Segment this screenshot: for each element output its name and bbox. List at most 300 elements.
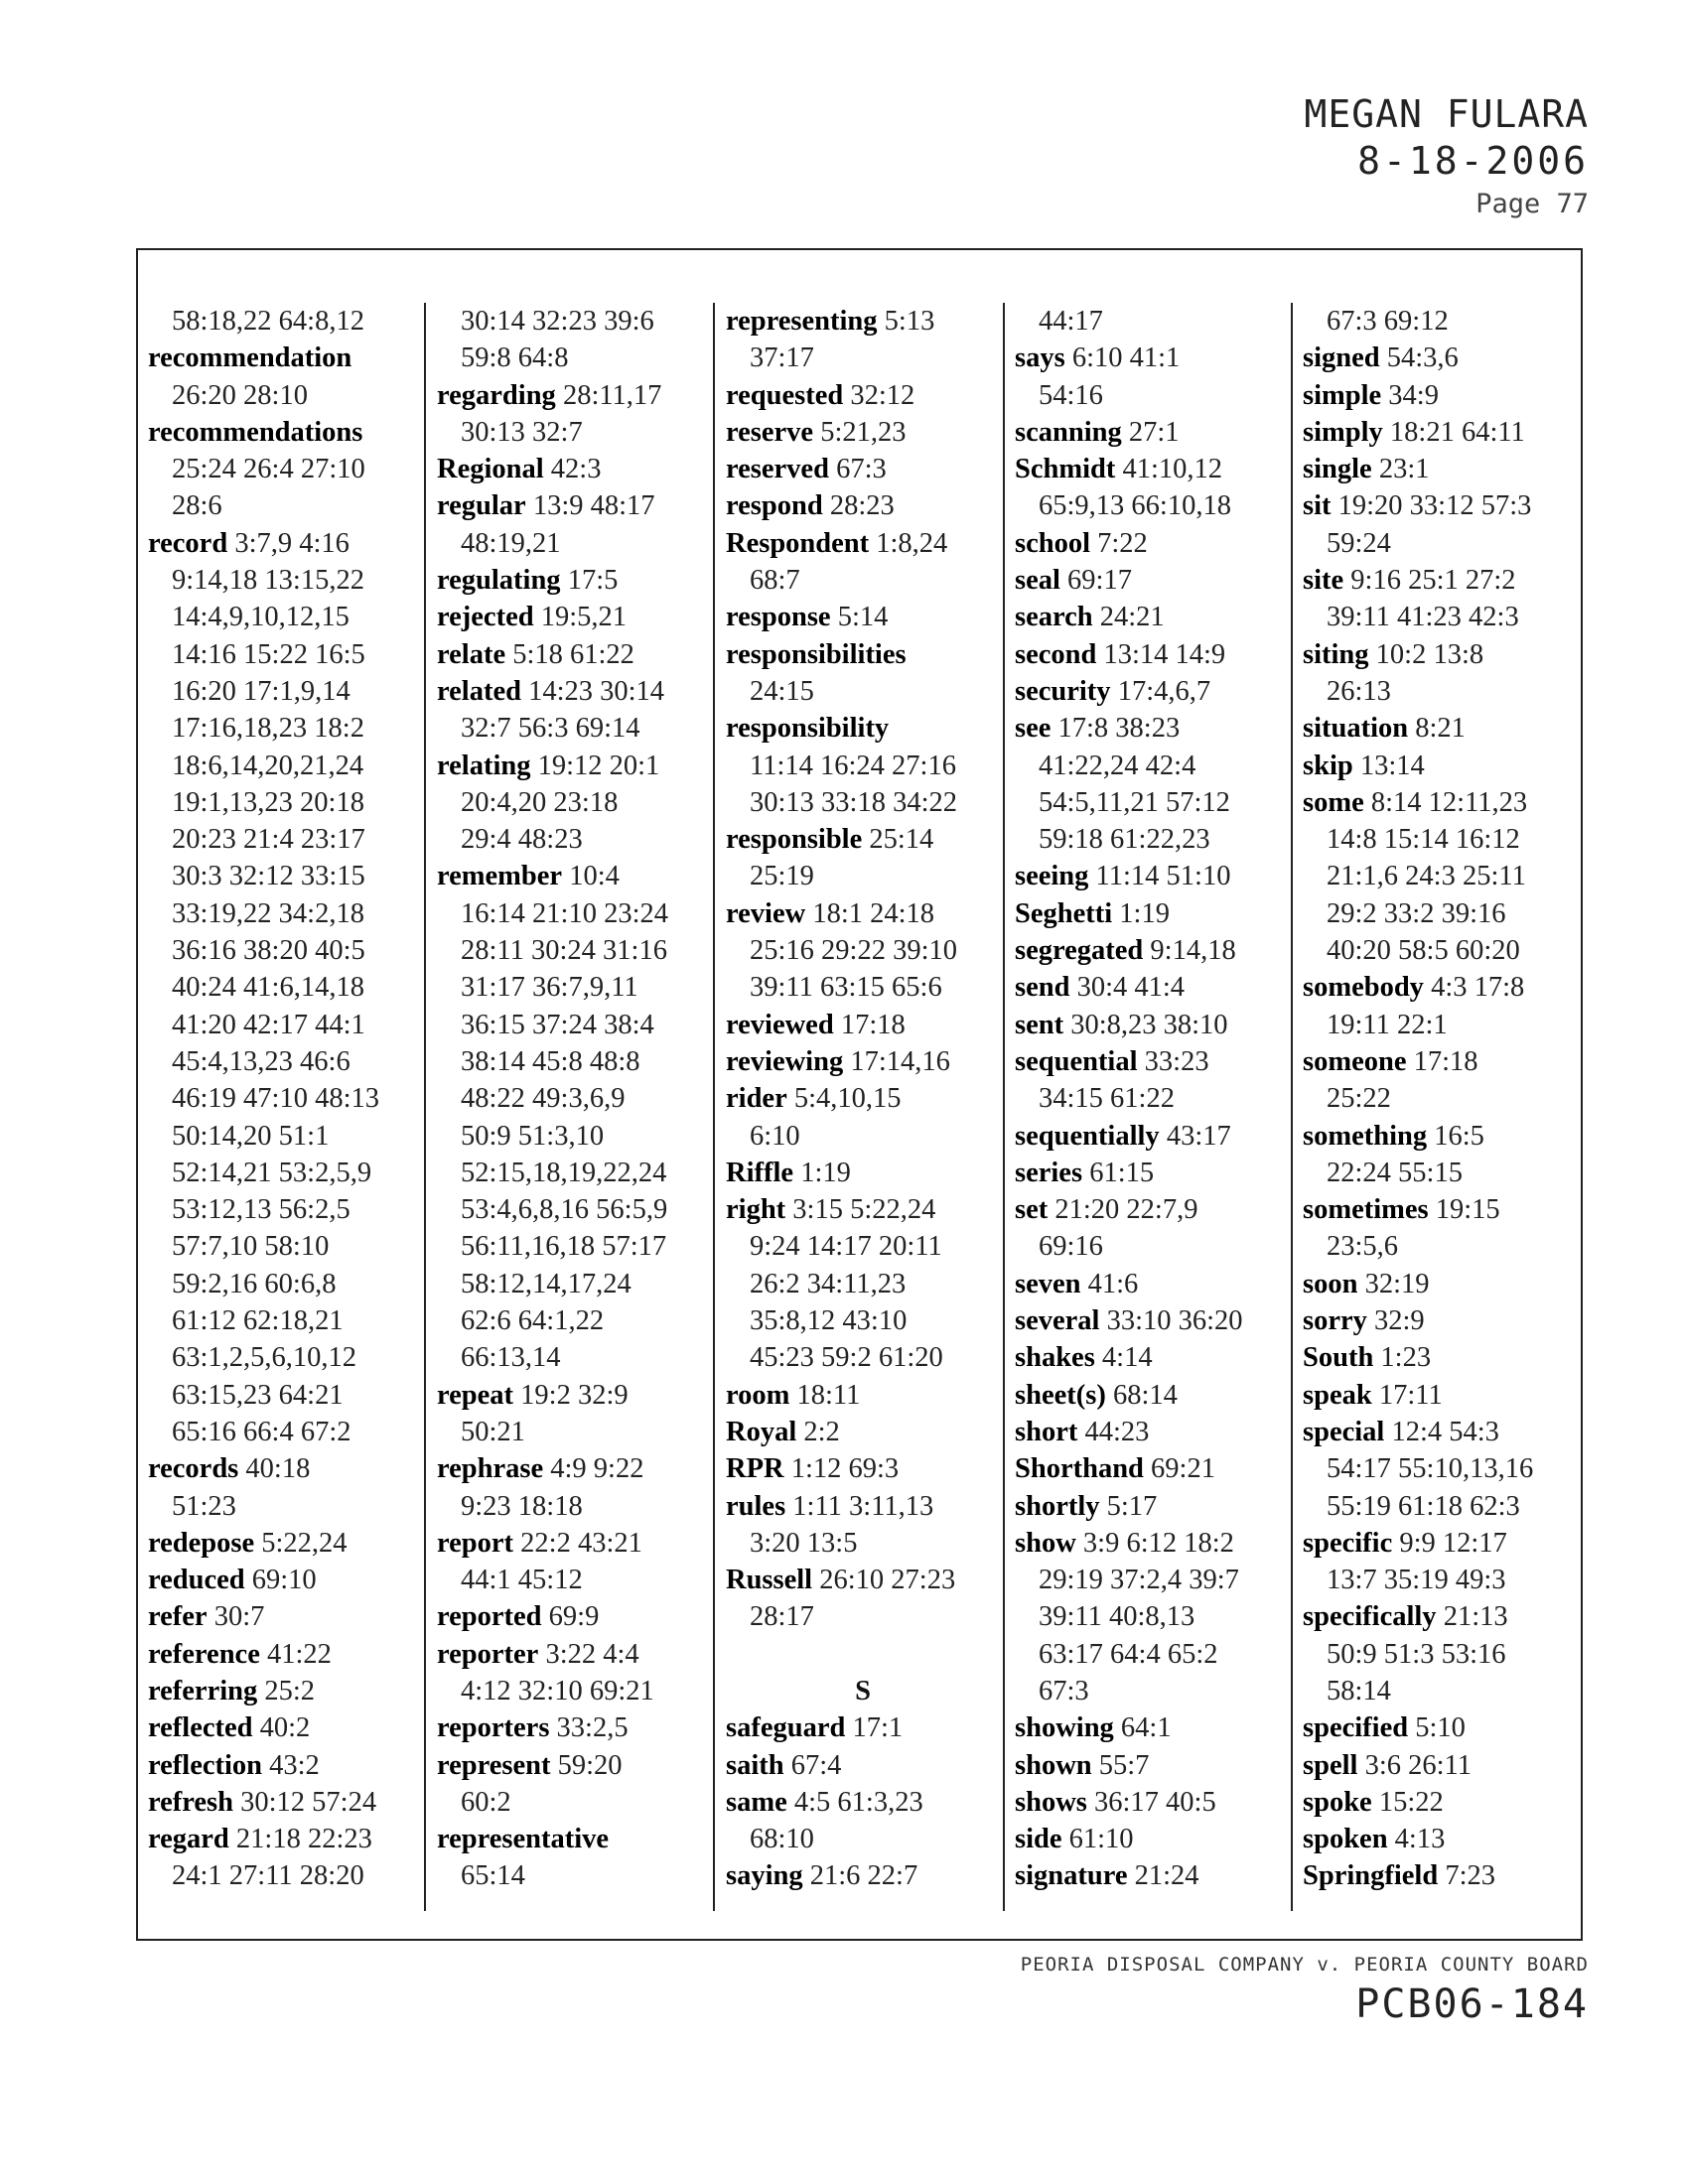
- page-line-refs: 10:4: [569, 861, 620, 892]
- index-entry: [1303, 1191, 1577, 1228]
- page-line-refs: 28:23: [829, 490, 895, 522]
- index-entry: [1303, 1043, 1577, 1080]
- page-line-refs: 14:23 30:14: [528, 675, 665, 707]
- index-continuation: [1303, 932, 1577, 969]
- index-continuation: [1015, 377, 1289, 414]
- index-continuation: [148, 1266, 422, 1302]
- page-line-refs: 26:2 34:11,23: [750, 1268, 907, 1299]
- index-entry: [726, 1747, 1000, 1784]
- index-term: Springfield: [1303, 1860, 1439, 1892]
- index-continuation: [148, 599, 422, 635]
- index-entry: [437, 636, 711, 673]
- index-term: relating: [437, 750, 531, 781]
- page-line-refs: 16:5: [1434, 1120, 1484, 1152]
- index-column-4: [1015, 303, 1289, 1911]
- index-term: review: [726, 897, 806, 929]
- index-entry: [726, 1191, 1000, 1228]
- page-line-refs: 53:12,13 56:2,5: [172, 1194, 351, 1226]
- page-line-refs: 16:20 17:1,9,14: [172, 675, 351, 707]
- case-title: PEORIA DISPOSAL COMPANY v. PEORIA COUNTY BOARD: [1020, 1954, 1589, 1976]
- index-term: shows: [1015, 1786, 1087, 1818]
- index-continuation: [726, 340, 1000, 376]
- page-line-refs: 13:14: [1359, 750, 1425, 781]
- page-line-refs: 21:20 22:7,9: [1054, 1194, 1198, 1226]
- index-column-1: [148, 303, 422, 1911]
- index-term: regulating: [437, 565, 561, 597]
- index-entry: [1303, 1266, 1577, 1302]
- index-entry: [1015, 340, 1289, 376]
- page-line-refs: 59:2,16 60:6,8: [172, 1268, 337, 1299]
- page-line-refs: 8:14 12:11,23: [1370, 786, 1528, 818]
- index-term: second: [1015, 638, 1097, 670]
- index-entry: [1015, 895, 1289, 932]
- page-line-refs: 14:8 15:14 16:12: [1327, 824, 1520, 856]
- index-term: sit: [1303, 490, 1332, 522]
- index-entry: [1015, 451, 1289, 487]
- index-continuation: [726, 858, 1000, 894]
- index-continuation: [1015, 748, 1289, 784]
- index-term: soon: [1303, 1268, 1358, 1299]
- index-entry: [726, 1709, 1000, 1746]
- page-line-refs: 48:19,21: [461, 527, 561, 559]
- page-line-refs: 17:8 38:23: [1057, 713, 1181, 745]
- index-entry: [726, 487, 1000, 524]
- page-line-refs: 39:11 40:8,13: [1039, 1601, 1195, 1633]
- index-entry: [1015, 1488, 1289, 1525]
- page-line-refs: 3:15 5:22,24: [792, 1194, 936, 1226]
- page-line-refs: 1:23: [1380, 1342, 1432, 1374]
- page-line-refs: 34:15 61:22: [1039, 1083, 1175, 1115]
- page-line-refs: 58:18,22 64:8,12: [172, 306, 364, 337]
- index-continuation: [437, 821, 711, 858]
- index-entry: [1303, 1821, 1577, 1857]
- index-entry: [1015, 414, 1289, 451]
- index-continuation: [1015, 303, 1289, 340]
- index-entry: [148, 1821, 422, 1857]
- index-continuation: [148, 895, 422, 932]
- page-line-refs: 67:3: [836, 454, 887, 485]
- page-line-refs: 1:19: [1119, 897, 1170, 929]
- word-index: [136, 303, 1583, 1911]
- page-line-refs: 21:1,6 24:3 25:11: [1327, 861, 1526, 892]
- page-line-refs: 63:1,2,5,6,10,12: [172, 1342, 357, 1374]
- index-continuation: [726, 1821, 1000, 1857]
- index-continuation: [148, 636, 422, 673]
- index-entry: [1303, 1747, 1577, 1784]
- index-term: set: [1015, 1194, 1049, 1226]
- index-continuation: [1015, 821, 1289, 858]
- index-entry: [148, 1562, 422, 1598]
- index-term: relate: [437, 638, 506, 670]
- index-entry: [726, 1450, 1000, 1487]
- index-entry: [148, 525, 422, 562]
- page-line-refs: 56:11,16,18 57:17: [461, 1231, 667, 1263]
- page-line-refs: 9:14,18 13:15,22: [172, 565, 364, 597]
- index-continuation: [726, 1598, 1000, 1635]
- index-entry: [1015, 1525, 1289, 1562]
- index-term: simple: [1303, 379, 1382, 411]
- index-entry: [1303, 1525, 1577, 1562]
- page-line-refs: 9:24 14:17 20:11: [750, 1231, 942, 1263]
- page-line-refs: 51:23: [172, 1490, 236, 1522]
- page-line-refs: 8:21: [1415, 713, 1466, 745]
- section-letter: S: [855, 1675, 871, 1706]
- index-entry: [437, 451, 711, 487]
- index-continuation: [726, 969, 1000, 1006]
- page-line-refs: 18:6,14,20,21,24: [172, 750, 364, 781]
- page-line-refs: 14:4,9,10,12,15: [172, 602, 350, 633]
- page-line-refs: 17:1: [852, 1712, 904, 1744]
- index-entry: [1015, 1043, 1289, 1080]
- index-entry: [1303, 487, 1577, 524]
- page-line-refs: 69:17: [1067, 565, 1132, 597]
- page-line-refs: 44:17: [1039, 306, 1103, 337]
- index-term: sometimes: [1303, 1194, 1429, 1226]
- index-entry: [1303, 1414, 1577, 1450]
- index-continuation: [726, 673, 1000, 710]
- page-line-refs: 37:17: [750, 342, 814, 374]
- index-entry: [437, 748, 711, 784]
- index-term: shown: [1015, 1749, 1092, 1781]
- index-continuation: [148, 1118, 422, 1155]
- page-line-refs: 44:1 45:12: [461, 1565, 583, 1596]
- index-entry: [726, 710, 1000, 747]
- index-term: signature: [1015, 1860, 1128, 1892]
- page-line-refs: 25:16 29:22 39:10: [750, 935, 958, 967]
- index-term: site: [1303, 565, 1344, 597]
- index-continuation: [437, 1191, 711, 1228]
- index-entry: [148, 1747, 422, 1784]
- index-continuation: [726, 1266, 1000, 1302]
- page-line-refs: 28:11,17: [562, 379, 662, 411]
- page-line-refs: 32:19: [1364, 1268, 1430, 1299]
- index-term: short: [1015, 1416, 1078, 1447]
- page-line-refs: 25:2: [264, 1675, 316, 1706]
- index-entry: [726, 1155, 1000, 1191]
- page-line-refs: 63:17 64:4 65:2: [1039, 1638, 1218, 1670]
- index-term: rephrase: [437, 1453, 544, 1485]
- page-line-refs: 59:18 61:22,23: [1039, 824, 1210, 856]
- index-continuation: [148, 784, 422, 821]
- index-entry: [726, 1784, 1000, 1821]
- deposition-date: 8-18-2006: [1357, 139, 1589, 183]
- index-term: Schmidt: [1015, 454, 1116, 485]
- index-entry: [437, 673, 711, 710]
- index-continuation: [726, 748, 1000, 784]
- index-continuation: [726, 562, 1000, 599]
- page-line-refs: 45:4,13,23 46:6: [172, 1045, 351, 1077]
- index-continuation: [148, 673, 422, 710]
- page-line-refs: 4:12 32:10 69:21: [461, 1675, 654, 1706]
- index-continuation: [437, 1118, 711, 1155]
- page-line-refs: 20:4,20 23:18: [461, 786, 619, 818]
- page-line-refs: 46:19 47:10 48:13: [172, 1083, 380, 1115]
- case-number: PCB06-184: [1355, 1981, 1589, 2027]
- index-entry: [726, 303, 1000, 340]
- index-entry: [1015, 1377, 1289, 1414]
- index-entry: [437, 487, 711, 524]
- index-continuation: [437, 1043, 711, 1080]
- page-line-refs: 52:14,21 53:2,5,9: [172, 1157, 372, 1188]
- index-term: right: [726, 1194, 786, 1226]
- index-entry: [1015, 1747, 1289, 1784]
- index-continuation: [437, 1414, 711, 1450]
- index-entry: [1015, 1709, 1289, 1746]
- page-line-refs: 69:21: [1151, 1453, 1215, 1485]
- page-line-refs: 13:14 14:9: [1103, 638, 1226, 670]
- index-continuation: [437, 932, 711, 969]
- page-line-refs: 14:16 15:22 16:5: [172, 638, 365, 670]
- index-continuation: [148, 1155, 422, 1191]
- index-entry: [1303, 969, 1577, 1006]
- index-continuation: [437, 1562, 711, 1598]
- index-entry: [437, 1525, 711, 1562]
- index-entry: [1015, 1302, 1289, 1339]
- index-continuation: [1303, 1080, 1577, 1117]
- page-line-refs: 25:14: [869, 824, 934, 856]
- index-continuation: [1015, 1562, 1289, 1598]
- page-line-refs: 36:15 37:24 38:4: [461, 1009, 654, 1040]
- page-line-refs: 65:9,13 66:10,18: [1039, 490, 1231, 522]
- index-term: refer: [148, 1601, 208, 1633]
- page-line-refs: 39:11 41:23 42:3: [1327, 602, 1519, 633]
- index-continuation: [726, 932, 1000, 969]
- index-term: Riffle: [726, 1157, 794, 1188]
- page-line-refs: 55:19 61:18 62:3: [1327, 1490, 1520, 1522]
- index-entry: [1015, 1007, 1289, 1043]
- deponent-name: MEGAN FULARA: [1304, 92, 1589, 136]
- index-continuation: [726, 1302, 1000, 1339]
- index-entry: [437, 1709, 711, 1746]
- page-line-refs: 29:2 33:2 39:16: [1327, 897, 1506, 929]
- page-line-refs: 65:16 66:4 67:2: [172, 1416, 351, 1447]
- page-line-refs: 54:3,6: [1386, 342, 1459, 374]
- page-line-refs: 4:14: [1101, 1342, 1153, 1374]
- index-term: Royal: [726, 1416, 797, 1447]
- page-line-refs: 67:3: [1039, 1675, 1089, 1706]
- index-term: responsibility: [726, 713, 890, 745]
- index-term: same: [726, 1786, 787, 1818]
- index-term: South: [1303, 1342, 1374, 1374]
- index-term: responsible: [726, 824, 863, 856]
- index-term: records: [148, 1453, 239, 1485]
- page-line-refs: 59:8 64:8: [461, 342, 569, 374]
- index-continuation: [148, 1857, 422, 1894]
- index-entry: [437, 377, 711, 414]
- index-entry: [1303, 1302, 1577, 1339]
- page-line-refs: 54:5,11,21 57:12: [1039, 786, 1230, 818]
- index-term: sequentially: [1015, 1120, 1160, 1152]
- index-entry: [1303, 1598, 1577, 1635]
- page-line-refs: 3:22 4:4: [545, 1638, 639, 1670]
- index-entry: [1303, 1377, 1577, 1414]
- index-entry: [437, 858, 711, 894]
- index-continuation: [1303, 1228, 1577, 1265]
- index-entry: [1303, 710, 1577, 747]
- page-line-refs: 9:9 12:17: [1399, 1527, 1507, 1559]
- index-term: reporters: [437, 1712, 550, 1744]
- page-line-refs: 61:10: [1068, 1824, 1134, 1855]
- page-line-refs: 40:18: [245, 1453, 311, 1485]
- index-entry: [1015, 1857, 1289, 1894]
- index-term: reference: [148, 1638, 260, 1670]
- index-continuation: [148, 932, 422, 969]
- page-line-refs: 50:9 51:3,10: [461, 1120, 605, 1152]
- index-term: someone: [1303, 1045, 1407, 1077]
- index-entry: [1303, 340, 1577, 376]
- index-entry: [1303, 1857, 1577, 1894]
- index-continuation: [148, 1228, 422, 1265]
- index-continuation: [1015, 487, 1289, 524]
- index-continuation: [437, 969, 711, 1006]
- page-line-refs: 1:12 69:3: [790, 1453, 900, 1485]
- index-continuation: [148, 748, 422, 784]
- index-entry: [1015, 1821, 1289, 1857]
- index-continuation: [148, 562, 422, 599]
- index-entry: [726, 821, 1000, 858]
- page-line-refs: 58:12,14,17,24: [461, 1268, 632, 1299]
- index-entry: [1015, 858, 1289, 894]
- index-continuation: [1303, 303, 1577, 340]
- index-term: single: [1303, 454, 1372, 485]
- page-line-refs: 17:14,16: [850, 1045, 950, 1077]
- index-entry: [1303, 1784, 1577, 1821]
- page-line-refs: 30:13 32:7: [461, 416, 583, 448]
- page-line-refs: 17:18: [1413, 1045, 1478, 1077]
- index-entry: [726, 636, 1000, 673]
- page-line-refs: 27:1: [1128, 416, 1180, 448]
- page-line-refs: 40:20 58:5 60:20: [1327, 935, 1520, 967]
- page-line-refs: 42:3: [550, 454, 602, 485]
- index-term: saith: [726, 1749, 784, 1781]
- index-term: see: [1015, 713, 1052, 745]
- index-term: reported: [437, 1601, 542, 1633]
- page-line-refs: 7:23: [1445, 1860, 1495, 1892]
- page-line-refs: 67:4: [790, 1749, 842, 1781]
- page-line-refs: 21:24: [1134, 1860, 1199, 1892]
- page-line-refs: 17:18: [840, 1009, 906, 1040]
- index-continuation: [437, 1228, 711, 1265]
- index-term: requested: [726, 379, 844, 411]
- index-entry: [1015, 1266, 1289, 1302]
- index-continuation: [437, 1488, 711, 1525]
- index-term: reflection: [148, 1749, 263, 1781]
- page-line-refs: 62:6 64:1,22: [461, 1305, 605, 1337]
- index-term: sent: [1015, 1009, 1064, 1040]
- page-line-refs: 28:17: [750, 1601, 814, 1633]
- page-line-refs: 50:21: [461, 1416, 525, 1447]
- index-term: speak: [1303, 1379, 1372, 1411]
- page-line-refs: 17:16,18,23 18:2: [172, 713, 364, 745]
- index-term: seeing: [1015, 861, 1089, 892]
- index-entry: [1015, 1784, 1289, 1821]
- index-continuation: [1303, 858, 1577, 894]
- index-term: Respondent: [726, 527, 870, 559]
- index-entry: [1303, 748, 1577, 784]
- index-term: something: [1303, 1120, 1428, 1152]
- index-term: redepose: [148, 1527, 255, 1559]
- index-column-3: [726, 303, 1000, 1911]
- index-term: room: [726, 1379, 790, 1411]
- index-entry: [726, 525, 1000, 562]
- index-entry: [437, 1598, 711, 1635]
- index-term: represent: [437, 1749, 551, 1781]
- page-line-refs: 9:23 18:18: [461, 1490, 583, 1522]
- index-term: remember: [437, 861, 563, 892]
- page-line-refs: 3:20 13:5: [750, 1527, 858, 1559]
- index-continuation: [148, 1007, 422, 1043]
- index-entry: [437, 599, 711, 635]
- index-column-2: [437, 303, 711, 1911]
- page-line-refs: 32:7 56:3 69:14: [461, 713, 640, 745]
- page-number: Page 77: [1475, 189, 1589, 219]
- index-entry: [726, 1007, 1000, 1043]
- index-term: saying: [726, 1860, 803, 1892]
- page-line-refs: 11:14 16:24 27:16: [750, 750, 956, 781]
- page-line-refs: 4:5 61:3,23: [793, 1786, 923, 1818]
- page-line-refs: 30:8,23 38:10: [1070, 1009, 1228, 1040]
- page-line-refs: 67:3 69:12: [1327, 306, 1449, 337]
- index-entry: [726, 1562, 1000, 1598]
- index-entry: [1303, 636, 1577, 673]
- page-line-refs: 22:2 43:21: [520, 1527, 642, 1559]
- page-line-refs: 41:10,12: [1122, 454, 1223, 485]
- index-term: respond: [726, 490, 823, 522]
- index-entry: [1303, 414, 1577, 451]
- index-continuation: [148, 1377, 422, 1414]
- page-line-refs: 38:14 45:8 48:8: [461, 1045, 640, 1077]
- page-line-refs: 5:18 61:22: [512, 638, 634, 670]
- index-term: show: [1015, 1527, 1076, 1559]
- page-line-refs: 31:17 36:7,9,11: [461, 972, 638, 1004]
- page-line-refs: 2:2: [803, 1416, 840, 1447]
- page-line-refs: 44:23: [1084, 1416, 1150, 1447]
- index-entry: [437, 1636, 711, 1673]
- page-line-refs: 24:1 27:11 28:20: [172, 1860, 364, 1892]
- index-term: side: [1015, 1824, 1062, 1855]
- page-line-refs: 15:22: [1378, 1786, 1444, 1818]
- index-continuation: [148, 858, 422, 894]
- page-line-refs: 54:17 55:10,13,16: [1327, 1453, 1534, 1485]
- index-term: related: [437, 675, 521, 707]
- index-entry: [726, 599, 1000, 635]
- index-continuation: [1303, 1636, 1577, 1673]
- index-entry: [1015, 710, 1289, 747]
- index-term: reserve: [726, 416, 814, 448]
- index-term: showing: [1015, 1712, 1114, 1744]
- index-term: series: [1015, 1157, 1083, 1188]
- index-continuation: [148, 303, 422, 340]
- page-line-refs: 30:13 33:18 34:22: [750, 786, 958, 818]
- index-entry: [1303, 1118, 1577, 1155]
- index-entry: [1015, 636, 1289, 673]
- page-line-refs: 40:24 41:6,14,18: [172, 972, 364, 1004]
- index-entry: [148, 1673, 422, 1709]
- index-entry: [1015, 673, 1289, 710]
- index-entry: [1303, 784, 1577, 821]
- page-line-refs: 59:24: [1327, 527, 1391, 559]
- page-line-refs: 25:24 26:4 27:10: [172, 454, 365, 485]
- index-continuation: [1015, 784, 1289, 821]
- page-line-refs: 69:10: [251, 1565, 317, 1596]
- index-continuation: [1303, 1450, 1577, 1487]
- index-term: sorry: [1303, 1305, 1367, 1337]
- index-continuation: [437, 414, 711, 451]
- index-term: rejected: [437, 602, 534, 633]
- index-continuation: [437, 1080, 711, 1117]
- index-continuation: [1015, 1228, 1289, 1265]
- page-line-refs: 68:14: [1112, 1379, 1178, 1411]
